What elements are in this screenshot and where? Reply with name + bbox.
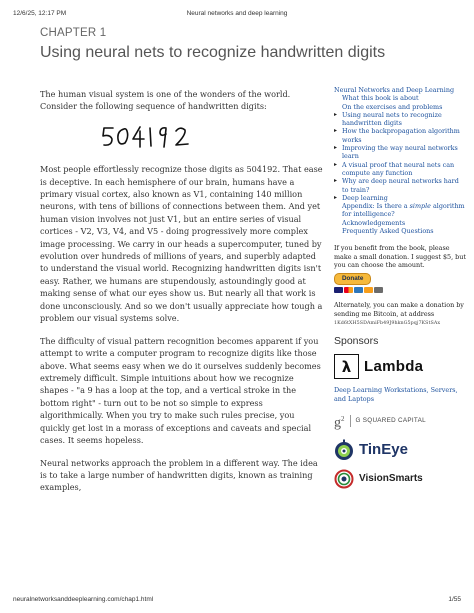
gsquared-mark: g: [334, 415, 341, 431]
toc-item-chapter-2[interactable]: [334, 127, 466, 144]
toc-label[interactable]: On the exercises and problems: [342, 102, 443, 111]
lambda-icon: λ: [334, 354, 359, 379]
bitcoin-address: 1Kd6tXH5SDAmiFb49J9hknG5pqj7KStSAx: [334, 320, 441, 326]
toc-item-about[interactable]: [334, 94, 466, 102]
paragraph-intro: The human visual system is one of the wonders of the world. Consider the following sequence of handwritten digits:: [40, 89, 291, 112]
toc-label[interactable]: What this book is about: [342, 94, 419, 103]
toc-label[interactable]: algorithm for intelligence?: [342, 202, 465, 219]
gsquared-sponsor-logo[interactable]: [334, 411, 466, 431]
lambda-sponsor-link[interactable]: Deep Learning Workstations, Servers, and Laptops: [334, 386, 458, 403]
toc-item-chapter-6[interactable]: [334, 194, 466, 202]
triangle-bullet-icon: ▸: [334, 144, 338, 152]
discover-card-icon: [364, 287, 373, 293]
donate-button[interactable]: Donate: [334, 273, 371, 285]
amex-card-icon: [354, 287, 363, 293]
toc-label[interactable]: Why are deep neural networks hard to train?: [342, 177, 459, 194]
lambda-sponsor-logo[interactable]: [334, 353, 466, 380]
chapter-label: CHAPTER 1: [40, 27, 107, 39]
mastercard-icon: [344, 287, 353, 293]
toc-item-chapter-4[interactable]: [334, 161, 466, 178]
visionsmarts-icon: [334, 469, 354, 489]
table-of-contents: [334, 86, 466, 235]
lambda-wordmark: Lambda: [364, 357, 424, 375]
toc-item-exercises[interactable]: [334, 103, 466, 111]
print-datetime: 12/6/25, 12:17 PM: [13, 10, 67, 17]
triangle-bullet-icon: ▸: [334, 193, 338, 201]
toc-label-emphasis[interactable]: simple: [409, 202, 431, 211]
handwritten-digits-image: [100, 123, 200, 151]
toc-label[interactable]: A visual proof that neural nets can compute any function: [342, 160, 455, 177]
triangle-bullet-icon: ▸: [334, 110, 338, 118]
visa-card-icon: [334, 287, 343, 293]
page-url: neuralnetworksanddeeplearning.com/chap1.html: [13, 596, 154, 603]
toc-item-chapter-3[interactable]: [334, 144, 466, 161]
print-header: [13, 10, 461, 20]
tineye-robot-icon: [334, 439, 354, 461]
page-number: 1/55: [448, 596, 461, 603]
toc-label[interactable]: Frequently Asked Questions: [342, 227, 434, 236]
tineye-sponsor-logo[interactable]: [334, 438, 466, 462]
triangle-bullet-icon: ▸: [334, 177, 338, 185]
gsquared-wordmark: G SQUARED CAPITAL: [355, 416, 426, 424]
print-footer: [13, 596, 461, 606]
donate-text: If you benefit from the book, please make a small donation. I suggest $5, but you can choose the amount.: [334, 244, 466, 269]
print-doc-title: Neural networks and deep learning: [186, 10, 288, 17]
visionsmarts-wordmark: VisionSmarts: [359, 472, 423, 484]
toc-item-appendix[interactable]: [334, 202, 466, 219]
paragraph-neural-networks: Neural networks approach the problem in a different way. The idea is to take a large number of handwritten digits, known as training examples,: [40, 457, 318, 493]
triangle-bullet-icon: ▸: [334, 160, 338, 168]
gsquared-superscript: 2: [341, 414, 345, 423]
toc-label[interactable]: Neural Networks and Deep Learning: [334, 86, 455, 94]
toc-label[interactable]: How the backpropagation algorithm works: [342, 127, 460, 144]
toc-label[interactable]: Acknowledgements: [342, 218, 406, 227]
main-content: [40, 88, 323, 504]
bank-card-icon: [374, 287, 383, 293]
gsquared-icon: [334, 414, 345, 431]
paragraph-difficulty: The difficulty of visual pattern recognition becomes apparent if you attempt to write a computer program to recognize digits like those above. What seems easy when we do it ourselves suddenly becomes extremely difficult. Simple intuitions about how we recognize shapes - "a 9 has a loop at the top, and a vertical stroke in the bottom right" - turn out to be not so simple to express algorithmically. When you try to make such rules precise, you quickly get lost in a morass of exceptions and caveats and special cases. It seems hopeless.: [40, 335, 321, 445]
toc-label[interactable]: Appendix: Is there a: [342, 202, 410, 211]
toc-label[interactable]: Deep learning: [342, 193, 388, 202]
paragraph-visual-cortex: Most people effortlessly recognize those digits as 504192. That ease is deceptive. In each hemisphere of our brain, humans have a primary visual cortex, also known as V1, containing 140 million neurons, with tens of billions of connections between them. And yet human vision involves not just V1, but an entire series of visual cortices - V2, V3, V4, and V5 - doing progressively more complex image processing. We carry in our heads a supercomputer, tuned by evolution over hundreds of millions of years, and superbly adapted to understand the visual world. Recognizing handwritten digits isn't easy. Rather, we humans are stupendously, astoundingly good at making sense of what our eyes show us. But nearly all that work is done unconsciously. And so we don't usually appreciate how tough a problem our visual systems solve.: [40, 164, 323, 323]
toc-label[interactable]: Using neural nets to recognize handwritten digits: [342, 110, 442, 128]
triangle-bullet-icon: ▸: [334, 127, 338, 135]
toc-item-faq[interactable]: [334, 227, 466, 235]
page-title: Using neural nets to recognize handwritten digits: [40, 44, 386, 61]
toc-item-acknowledgements[interactable]: [334, 219, 466, 227]
tineye-wordmark: TinEye: [359, 440, 408, 458]
sidebar: [334, 86, 466, 490]
payment-cards: [334, 287, 466, 293]
toc-label[interactable]: Improving the way neural networks learn: [342, 144, 458, 161]
sponsors-heading: Sponsors: [334, 335, 379, 348]
toc-item-book[interactable]: [334, 86, 466, 94]
visionsmarts-sponsor-logo[interactable]: [334, 468, 466, 490]
logo-divider: [350, 415, 351, 427]
bitcoin-text: Alternately, you can make a donation by sending me Bitcoin, at address: [334, 301, 464, 318]
toc-item-chapter-5[interactable]: [334, 177, 466, 194]
toc-item-chapter-1[interactable]: [334, 111, 466, 128]
